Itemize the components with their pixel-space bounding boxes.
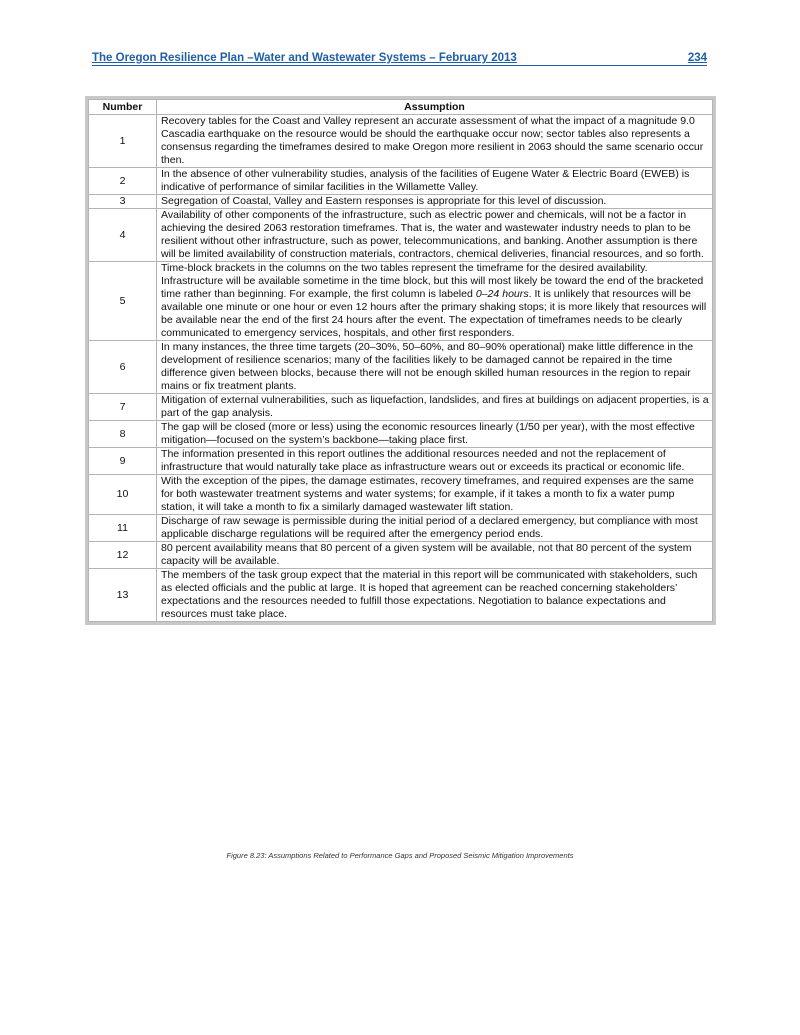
row-number: 3: [89, 195, 157, 209]
table-row: [89, 421, 713, 448]
row-assumption: The gap will be closed (more or less) using the economic resources linearly (1/50 per year), with the most effective mitigation—focused on the system’s backbone—taking place first.: [157, 421, 713, 448]
table-row: [89, 515, 713, 542]
table-row: [89, 168, 713, 195]
table-row: [89, 209, 713, 262]
row-number: 5: [89, 262, 157, 341]
table-row: [89, 448, 713, 475]
row-assumption: Segregation of Coastal, Valley and Eastern responses is appropriate for this level of discussion.: [157, 195, 713, 209]
page-number: 234: [687, 52, 707, 64]
row-number: 12: [89, 542, 157, 569]
assumption-text-after: . It is unlikely that resources will be available one minute or one hour or even 12 hours after the primary shaking stops; it is more likely that resources will be available near the end of the first 24 hours after the event. The expectation of timeframes needs to be clearly communicated to emergency services, hospitals, and other first responders.: [161, 288, 707, 339]
row-assumption: Recovery tables for the Coast and Valley represent an accurate assessment of what the impact of a magnitude 9.0 Cascadia earthquake on the resource would be should the earthquake occur now; sector tables also represents a consensus regarding the timeframes desired to make Oregon more resilient in 2063 should the same scenario occur then.: [157, 115, 713, 168]
row-number: 7: [89, 394, 157, 421]
row-assumption: [157, 262, 713, 341]
row-number: 10: [89, 475, 157, 515]
table-row: [89, 262, 713, 341]
row-assumption: Availability of other components of the infrastructure, such as electric power and chemicals, will not be a factor in achieving the desired 2063 restoration timeframes. That is, the water and wastewater industry needs to plan to be resilient without other infrastructure, such as power, telecommunications, and banking. Another assumption is there will be limited availability of construction materials, contractors, chemical deliveries, financial resources, and so forth.: [157, 209, 713, 262]
row-assumption: The members of the task group expect that the material in this report will be communicated with stakeholders, such as elected officials and the public at large. It is hoped that agreement can be reached concerning stakeholders’ expectations and the resources needed to fulfill those expectations. Negotiation to balance expectations and resources must take place.: [157, 569, 713, 622]
column-header-number: Number: [89, 100, 157, 115]
table-row: [89, 569, 713, 622]
row-assumption: 80 percent availability means that 80 percent of a given system will be available, not that 80 percent of the system capacity will be available.: [157, 542, 713, 569]
row-number: 2: [89, 168, 157, 195]
assumptions-table: [85, 96, 716, 625]
table-row: [89, 115, 713, 168]
page-header: [92, 48, 707, 66]
table-row: [89, 341, 713, 394]
table-header-row: [89, 100, 713, 115]
document-title: The Oregon Resilience Plan –Water and Wastewater Systems – February 2013: [92, 52, 517, 64]
row-assumption: In the absence of other vulnerability studies, analysis of the facilities of Eugene Water & Electric Board (EWEB) is indicative of performance of similar facilities in the Willamette Valley.: [157, 168, 713, 195]
row-assumption: In many instances, the three time targets (20–30%, 50–60%, and 80–90% operational) make little difference in the development of resilience scenarios; many of the facilities likely to be damaged cannot be repaired in the time difference given between blocks, because there will not be enough skilled human resources in the region to repair mains or fix treatment plants.: [157, 341, 713, 394]
column-header-assumption: Assumption: [157, 100, 713, 115]
assumption-text-emphasis: 0–24 hours: [475, 288, 529, 300]
row-assumption: Discharge of raw sewage is permissible during the initial period of a declared emergency, but compliance with most applicable discharge regulations will be required after the emergency period ends.: [157, 515, 713, 542]
row-assumption: With the exception of the pipes, the damage estimates, recovery timeframes, and required expenses are the same for both wastewater treatment systems and water systems; for example, if it takes a month to fix a water pump station, it will take a month to fix a similarly damaged wastewater lift station.: [157, 475, 713, 515]
table-row: [89, 195, 713, 209]
table-row: [89, 394, 713, 421]
row-number: 8: [89, 421, 157, 448]
row-number: 11: [89, 515, 157, 542]
table-row: [89, 475, 713, 515]
assumption-text-before: Time-block brackets in the columns on the two tables represent the timeframe for the desired availability. Infrastructure will be available sometime in the time block, but this will most likely be toward the end of the bracketed time rather than beginning. For example, the first column is labeled: [161, 262, 704, 300]
row-number: 4: [89, 209, 157, 262]
row-assumption: The information presented in this report outlines the additional resources needed and not the replacement of infrastructure that would naturally take place as infrastructure wears out or exceeds its practical or economic life.: [157, 448, 713, 475]
table-row: [89, 542, 713, 569]
row-number: 1: [89, 115, 157, 168]
row-number: 6: [89, 341, 157, 394]
row-number: 9: [89, 448, 157, 475]
figure-caption: Figure 8.23: Assumptions Related to Performance Gaps and Proposed Seismic Mitigation Improvements: [226, 851, 574, 860]
row-assumption: Mitigation of external vulnerabilities, such as liquefaction, landslides, and fires at buildings on adjacent properties, is a part of the gap analysis.: [157, 394, 713, 421]
row-number: 13: [89, 569, 157, 622]
